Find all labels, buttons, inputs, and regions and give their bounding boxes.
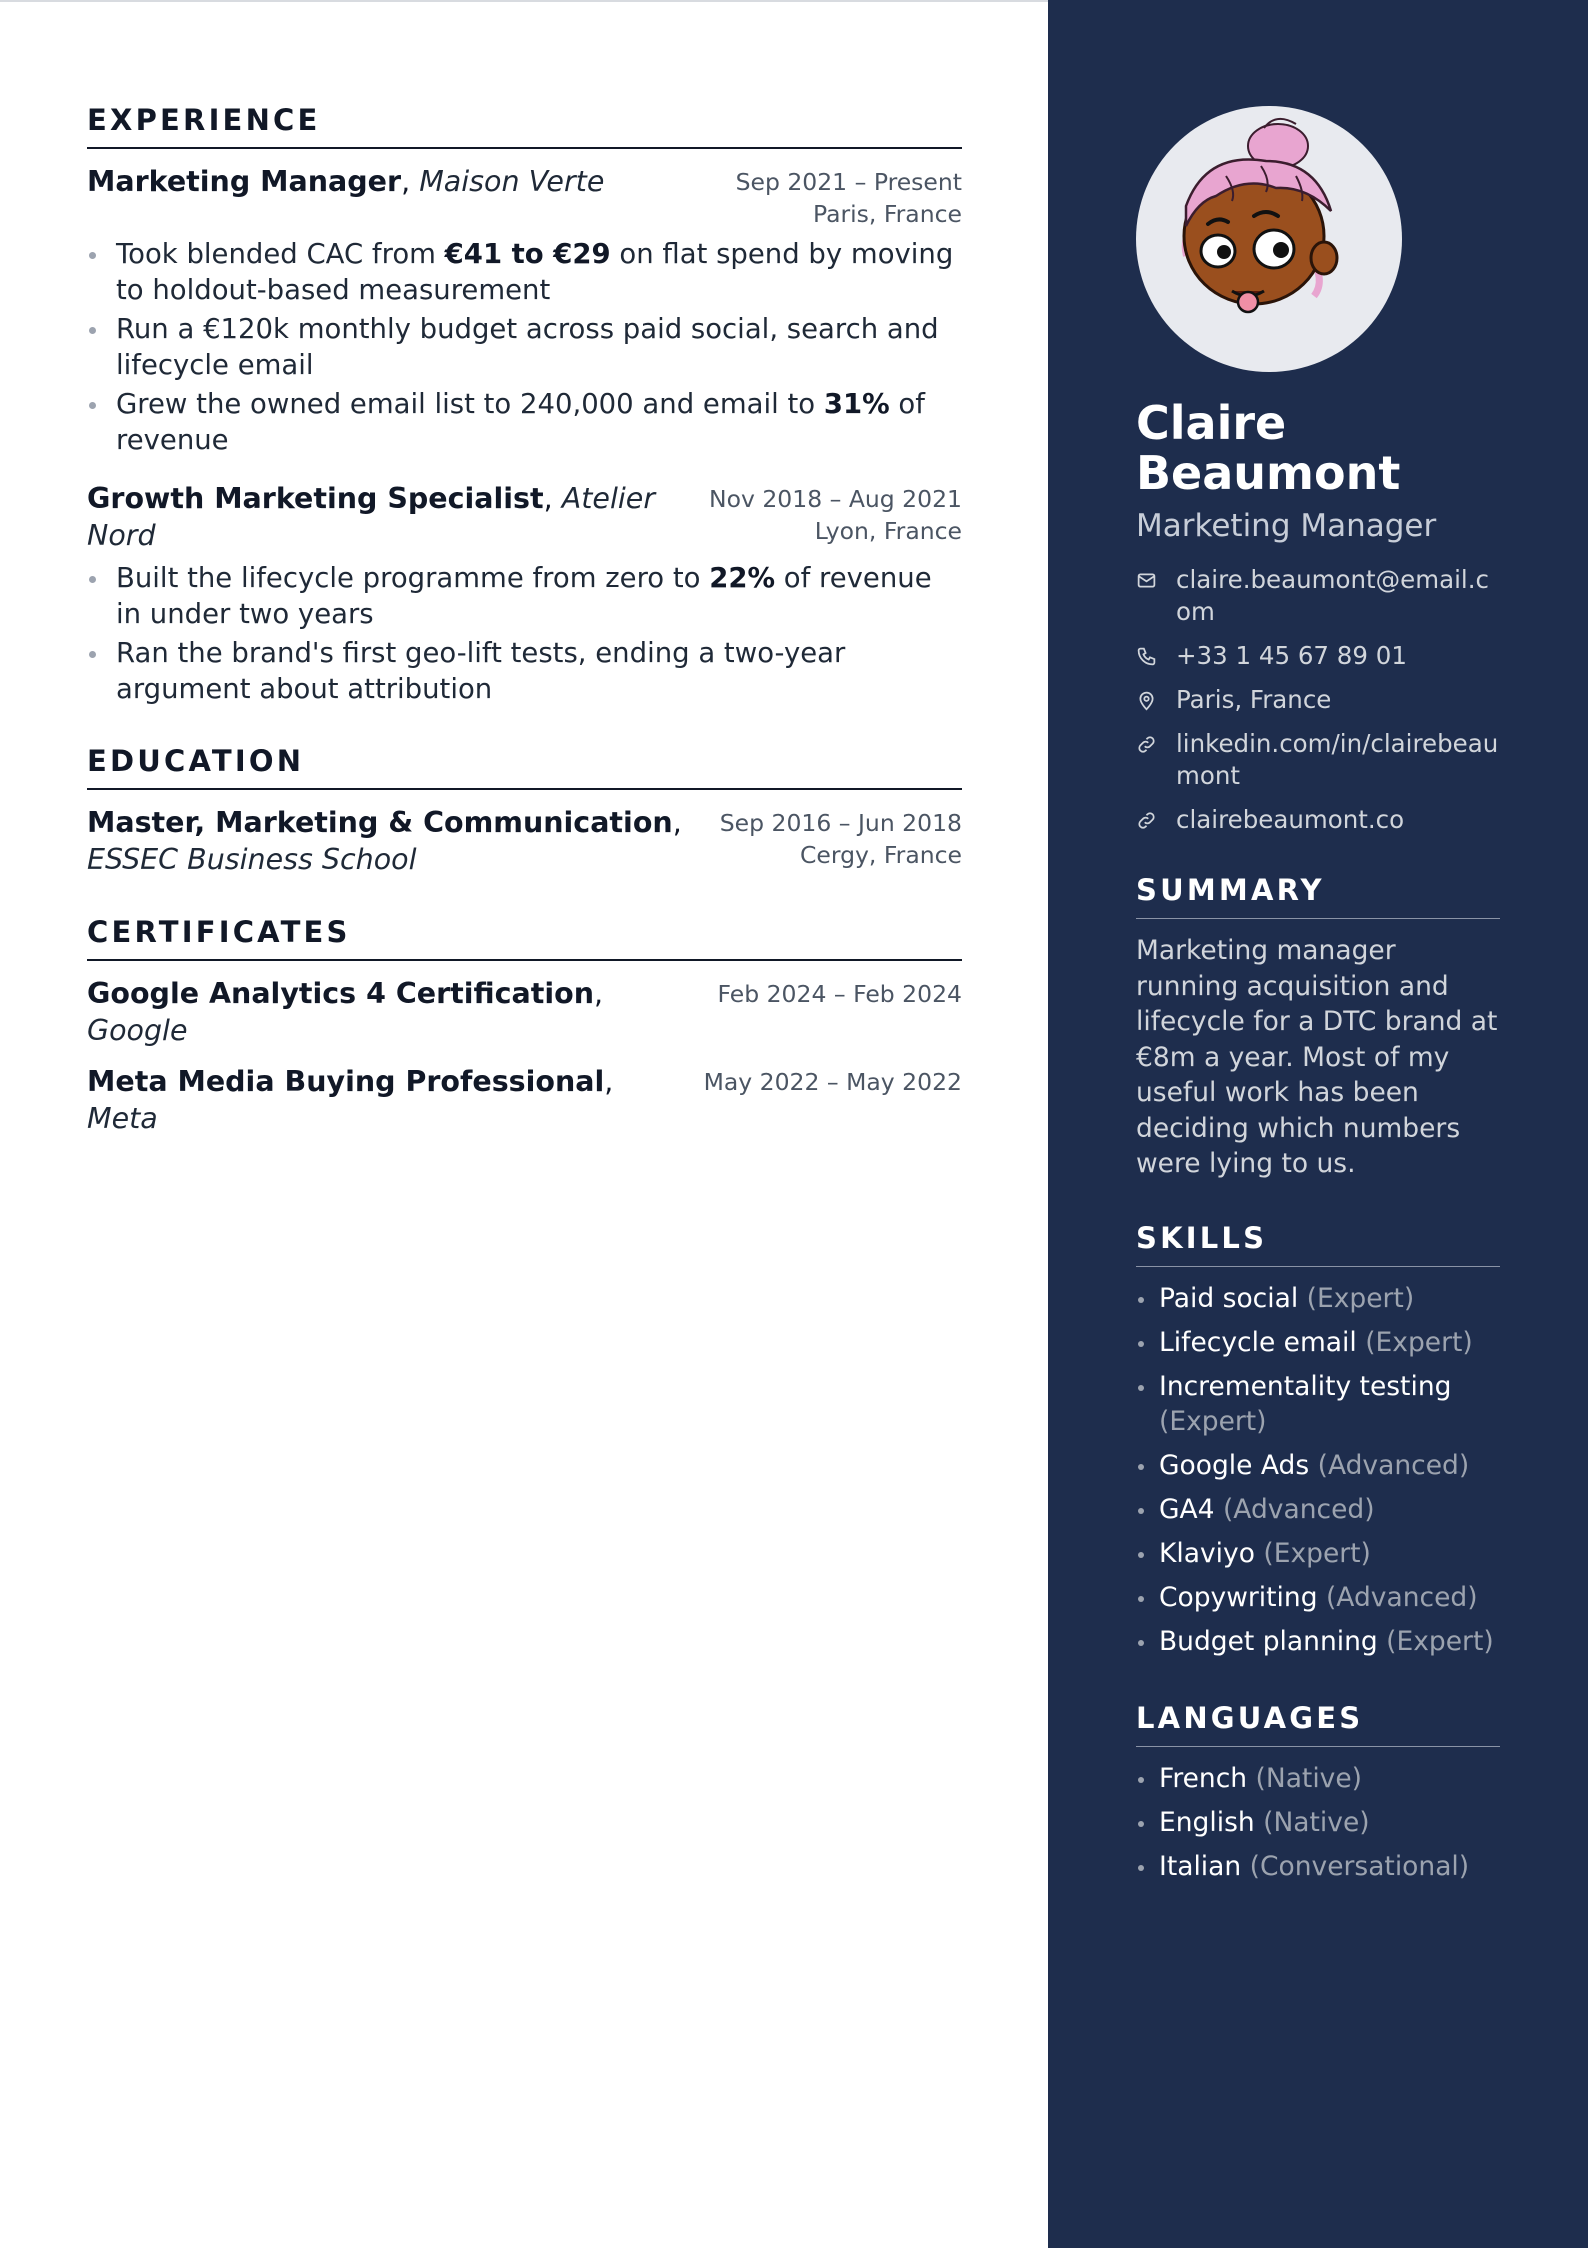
- link-icon: [1136, 728, 1176, 760]
- skill-item: Lifecycle email (Expert): [1136, 1325, 1500, 1361]
- entry-meta: [720, 804, 962, 871]
- phone-icon: [1136, 640, 1176, 672]
- achievement-item: Run a €120k monthly budget across paid social, search and lifecycle email: [87, 311, 962, 383]
- skill-item: Budget planning (Expert): [1136, 1624, 1500, 1660]
- location-pin-icon: [1136, 684, 1176, 716]
- company-name: Maison Verte: [419, 165, 605, 198]
- certificate-name: Meta Media Buying Professional: [87, 1065, 605, 1098]
- summary-text: Marketing manager running acquisition and lifecycle for a DTC brand at €8m a year. Most of my useful work has been deciding which numbers were lying to us.: [1136, 935, 1498, 1179]
- entry-dates: Sep 2021 – Present: [735, 168, 962, 196]
- languages-list: [1136, 1761, 1500, 1885]
- contact-website[interactable]: clairebeaumont.co: [1136, 804, 1500, 836]
- entry-title: Meta Media Buying Professional, Meta: [87, 1065, 614, 1135]
- contact-list: [1136, 564, 1500, 836]
- skill-item: Google Ads (Advanced): [1136, 1448, 1500, 1484]
- education-entry: [87, 804, 962, 878]
- page-top-border: [0, 0, 1048, 2]
- candidate-role: Marketing Manager: [1136, 508, 1437, 544]
- entry-location: Paris, France: [812, 200, 962, 228]
- school-name: ESSEC Business School: [87, 843, 417, 876]
- certificate-name: Google Analytics 4 Certification: [87, 977, 595, 1010]
- education-section: [87, 743, 962, 878]
- experience-heading: EXPERIENCE: [87, 102, 962, 149]
- skill-item: Klaviyo (Expert): [1136, 1536, 1500, 1572]
- entry-location: Cergy, France: [799, 841, 962, 869]
- language-item: Italian (Conversational): [1136, 1849, 1500, 1885]
- entry-meta: [709, 480, 962, 547]
- skill-item: Incrementality testing (Expert): [1136, 1369, 1500, 1440]
- experience-section: [87, 102, 962, 707]
- degree-name: Master, Marketing & Communication: [87, 806, 673, 839]
- entry-title: Marketing Manager, Maison Verte: [87, 165, 605, 198]
- company-name: Atelier Nord: [87, 482, 656, 552]
- contact-phone[interactable]: +33 1 45 67 89 01: [1136, 640, 1500, 672]
- skills-heading: SKILLS: [1136, 1220, 1500, 1267]
- certificates-heading: CERTIFICATES: [87, 914, 962, 961]
- languages-heading: LANGUAGES: [1136, 1700, 1500, 1747]
- entry-title: Growth Marketing Specialist, Atelier Nord: [87, 482, 656, 552]
- certificate-issuer: Meta: [87, 1102, 158, 1135]
- job-role: Growth Marketing Specialist: [87, 482, 544, 515]
- achievement-list: [87, 560, 962, 707]
- contact-linkedin[interactable]: linkedin.com/in/clairebeaumont: [1136, 728, 1500, 792]
- entry-dates: Nov 2018 – Aug 2021: [709, 485, 962, 513]
- skill-item: Copywriting (Advanced): [1136, 1580, 1500, 1616]
- experience-entry: [87, 163, 962, 458]
- cartoon-avatar-icon: [1136, 106, 1402, 372]
- mail-icon: [1136, 564, 1176, 596]
- entry-dates: Sep 2016 – Jun 2018: [719, 809, 962, 837]
- achievement-list: [87, 236, 962, 458]
- certificate-issuer: Google: [87, 1014, 188, 1047]
- certificate-entry: [87, 1063, 962, 1137]
- contact-location: Paris, France: [1136, 684, 1500, 716]
- skill-item: GA4 (Advanced): [1136, 1492, 1500, 1528]
- skill-item: Paid social (Expert): [1136, 1281, 1500, 1317]
- education-heading: EDUCATION: [87, 743, 962, 790]
- achievement-item: Ran the brand's first geo-lift tests, ending a two-year argument about attribution: [87, 635, 962, 707]
- certificates-section: [87, 914, 962, 1137]
- experience-entry: [87, 480, 962, 707]
- achievement-item: Grew the owned email list to 240,000 and email to 31% of revenue: [87, 386, 962, 458]
- candidate-name: Claire Beaumont: [1136, 396, 1401, 500]
- entry-meta: [736, 163, 962, 230]
- summary-heading: SUMMARY: [1136, 872, 1500, 919]
- language-item: French (Native): [1136, 1761, 1500, 1797]
- entry-title: Google Analytics 4 Certification, Google: [87, 977, 604, 1047]
- entry-location: Lyon, France: [814, 517, 962, 545]
- avatar: [1136, 106, 1402, 372]
- entry-dates: May 2022 – May 2022: [703, 1068, 962, 1096]
- entry-title: Master, Marketing & Communication, ESSEC Business School: [87, 806, 682, 876]
- language-item: English (Native): [1136, 1805, 1500, 1841]
- certificate-entry: [87, 975, 962, 1049]
- entry-dates: Feb 2024 – Feb 2024: [717, 980, 962, 1008]
- link-icon: [1136, 804, 1176, 836]
- sidebar: [1048, 0, 1588, 2248]
- main-column: [87, 102, 962, 1173]
- contact-email[interactable]: claire.beaumont@email.com: [1136, 564, 1500, 628]
- achievement-item: Built the lifecycle programme from zero to 22% of revenue in under two years: [87, 560, 962, 632]
- achievement-item: Took blended CAC from €41 to €29 on flat spend by moving to holdout-based measurement: [87, 236, 962, 308]
- skills-list: [1136, 1281, 1500, 1660]
- job-role: Marketing Manager: [87, 165, 402, 198]
